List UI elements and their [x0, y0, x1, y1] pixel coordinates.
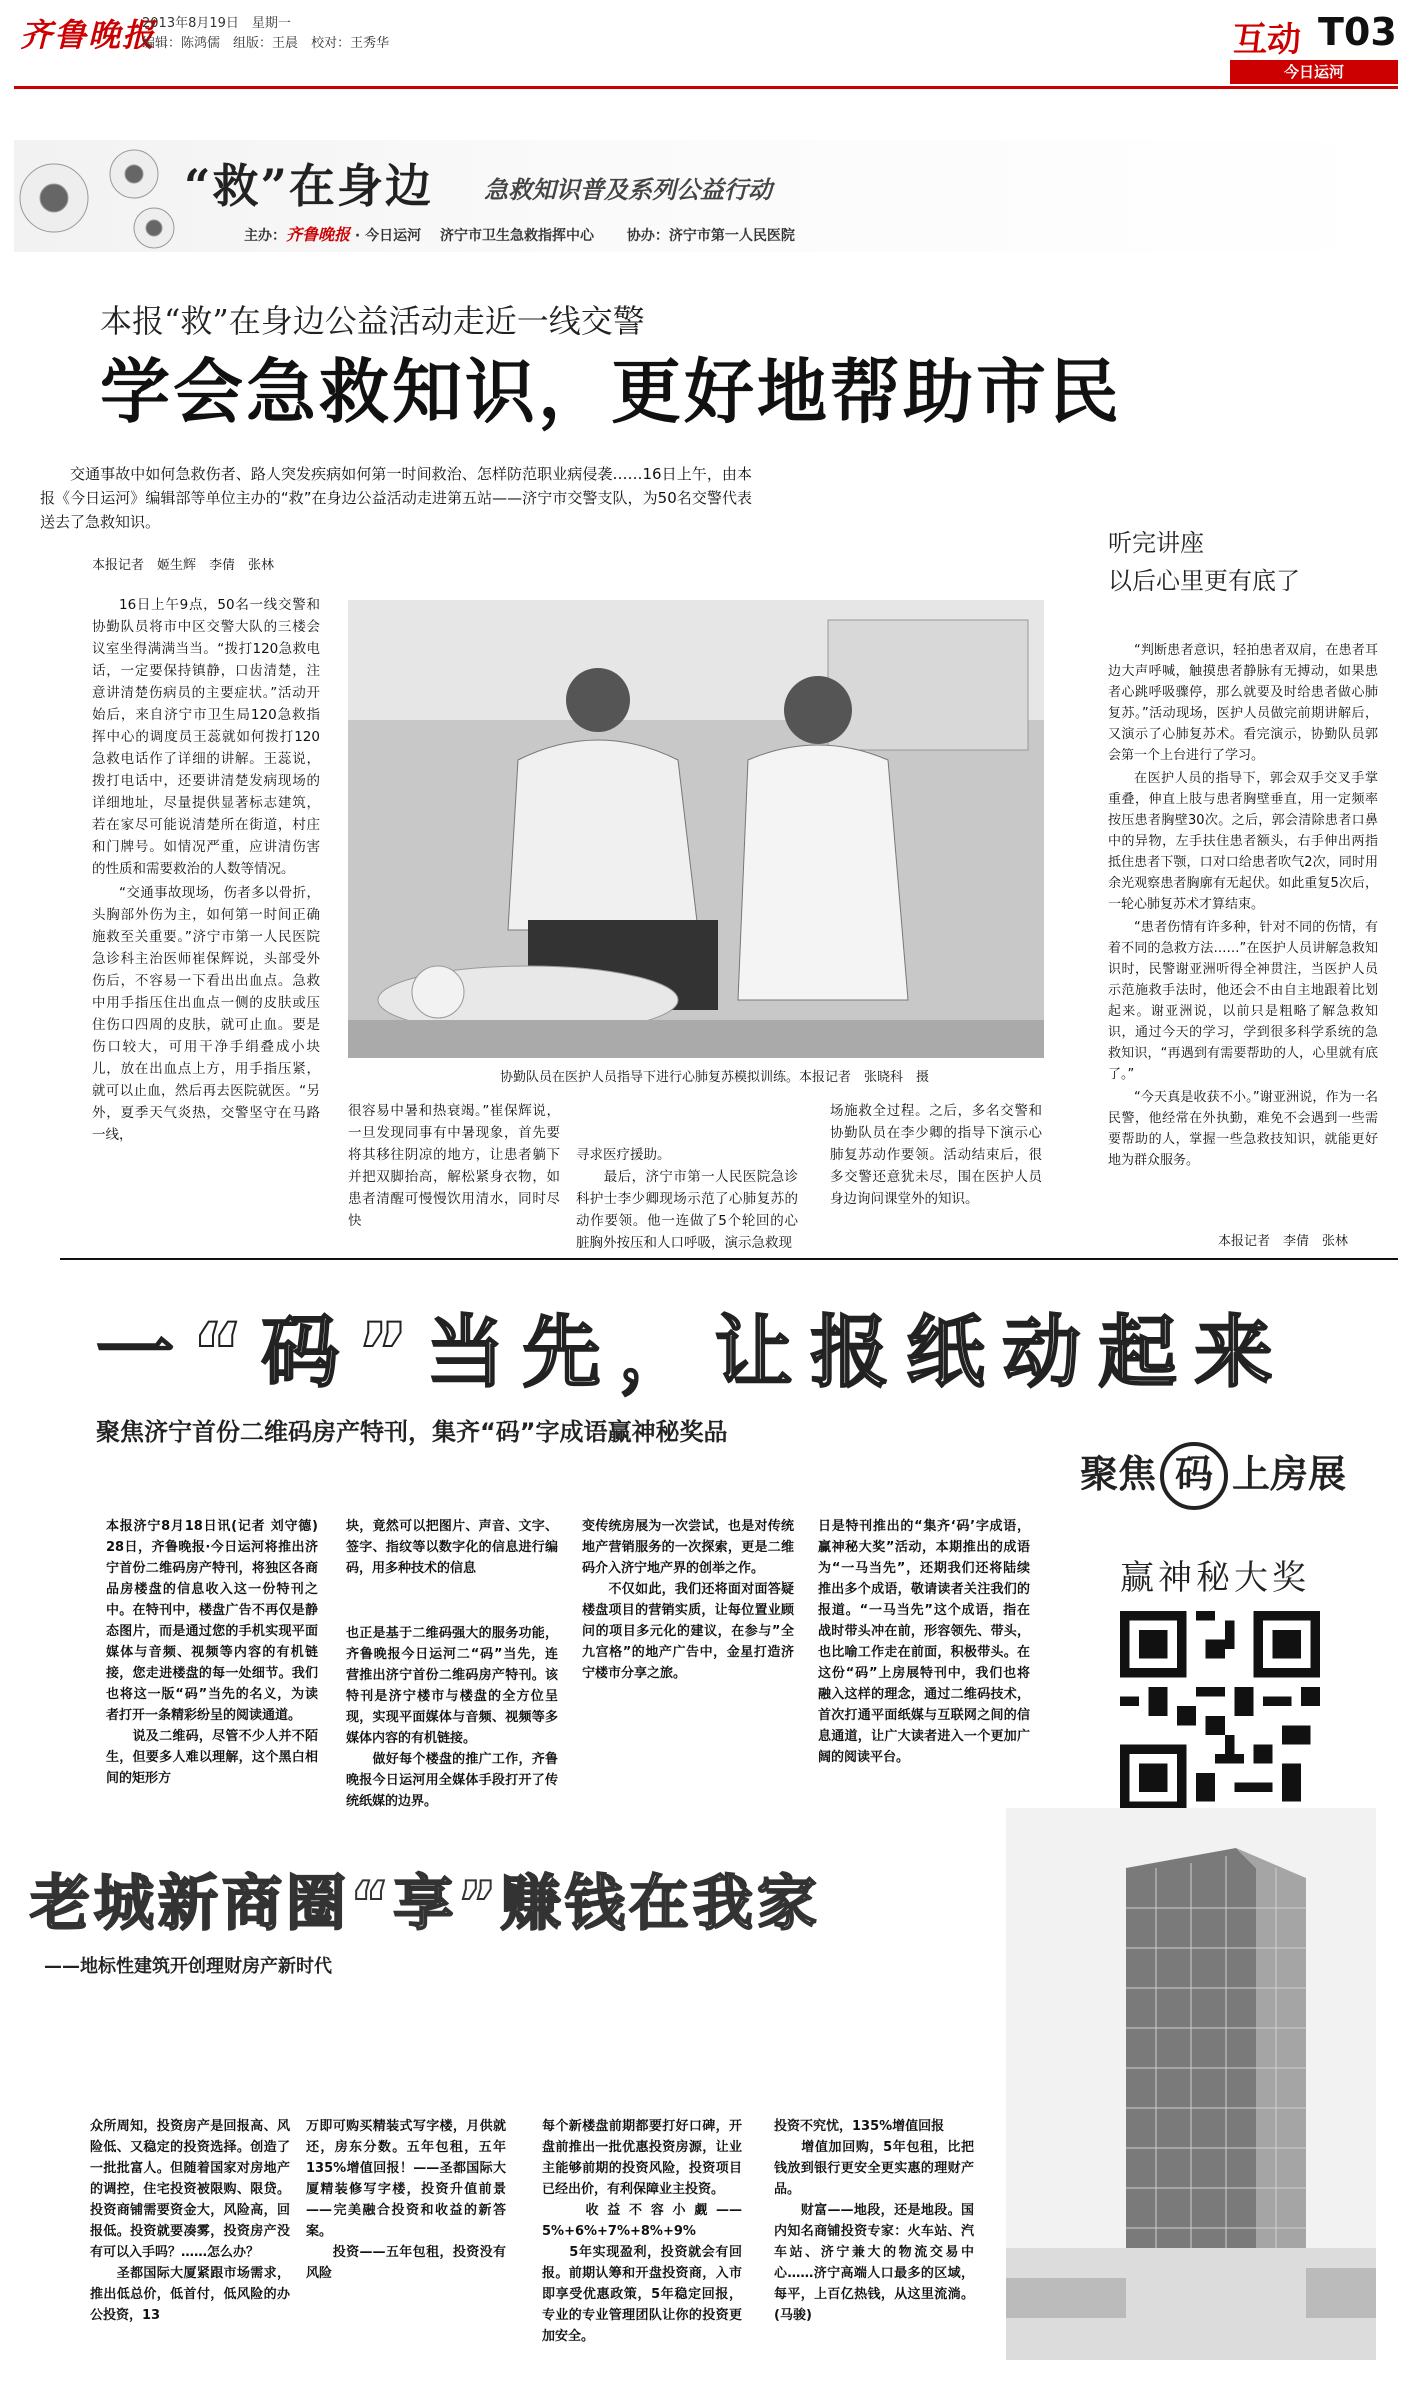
host-sub: 今日运河 [365, 228, 422, 244]
masthead-rule [14, 86, 1398, 89]
prize-text: 赢神秘大奖 [1120, 1558, 1310, 1598]
ad2-paragraph: 众所周知，投资房产是回报高、风险低、又稳定的投资选择。创造了一批批富人。但随着国家对房地产的调控，住宅投资被限购、限贷。投资商铺需要资金大，风险高，回报低。投资就要凑雾，投资房产没有可以入手吗？……怎么办？ 圣都国际大厦紧跟市场需求，推出低总价，低首付，低风险的办公投资，13 [90, 2119, 290, 2323]
article-lead [40, 462, 752, 536]
article-column-1 [92, 594, 320, 1264]
layout-credit: 组版：王晨 [233, 36, 299, 51]
ad1-paragraph: 本报济宁8月18日讯(记者 刘守德) 28日，齐鲁晚报·今日运河将推出济宁首份二维码房产特刊，将独区各商品房楼盘的信息收入这一份特刊之中。在特刊中，楼盘广告不再仅是静态图片，而是通过您的手机实现平面媒体与音频、视频等内容的有机链接，您走进楼盘的每一处细节。我们也将这一版“码”当先的名义，为读者打开一条精彩纷呈的阅读通道。 说及二维码，尽管不少人并不陌生，但要多人难以理解，这个黑白相间的矩形方 [106, 1519, 318, 1786]
proof-credit: 校对：王秀华 [311, 36, 390, 51]
body-paragraph: 很容易中暑和热衰竭。”崔保辉说，一旦发现同事有中暑现象，首先要将其移往阴凉的地方，让患者躺下并把双脚抬高，解松紧身衣物，如患者清醒可慢慢饮用清水，同时尽快 [348, 1103, 560, 1229]
ad2-headline: 老城新商圈“享”赚钱在我家 [30, 1869, 821, 1939]
campaign-title: “救”在身边 [184, 159, 433, 213]
badge-text-post: 上房展 [1232, 1452, 1347, 1496]
co-host-label: 协办： [626, 228, 669, 244]
ad2-subhead: ——地标性建筑开创理财房产新时代 [44, 1956, 332, 1977]
sunflower-decoration [14, 140, 194, 252]
ad2-paragraph: 投资不究忧，135%增值回报 增值加回购，5年包租，比把钱放到银行更安全更实惠的理财产品。 财富——地段，还是地段。国内知名商铺投资专家：火车站、汽车站、济宁兼大的物流交易中心……济宁高端人口最多的区域，每平，上百亿热钱，从这里流淌。(马骏) [774, 2119, 974, 2323]
section-name: 互动 [1233, 20, 1301, 60]
lead-paragraph: 交通事故中如何急救伤者、路人突发疾病如何第一时间救治、怎样防范职业病侵袭……16日上午，由本报《今日运河》编辑部等单位主办的“救”在身边公益活动走进第五站——济宁市交警支队，为50名交警代表送去了急救知识。 [40, 465, 752, 531]
ad1-headline: 一“码”当先，让报纸动起来 [96, 1308, 1291, 1398]
sidebar-byline: 本报记者 李倩 张林 [1218, 1234, 1349, 1249]
masthead-info [142, 14, 389, 54]
host-label: 主办： [244, 228, 286, 244]
ad1-column-3 [582, 1474, 794, 1814]
sidebar-title [1108, 524, 1300, 600]
article-column-4 [830, 1100, 1042, 1212]
masthead [0, 0, 1409, 90]
ad1-column-1 [106, 1474, 318, 1814]
photo-illustration [348, 600, 1044, 1058]
body-paragraph: 寻求医疗援助。 最后，济宁市第一人民医院急诊科护士李少卿现场示范了心肺复苏的动作要领。他一连做了5个轮回的心脏胸外按压和人口呼吸，演示急救现 [576, 1147, 798, 1251]
sidebar-paragraph: 在医护人员的指导下，郭会双手交叉手掌重叠，伸直上肢与患者胸壁垂直，用一定频率按压患者胸壁30次。之后，郭会清除患者口鼻中的异物，左手扶住患者额头，右手伸出两指抵住患者下颚，口对口给患者吹气2次，同时用余光观察患者胸廓有无起伏。如此重复5次后，一轮心肺复苏术才算结束。 [1108, 771, 1378, 912]
article-byline: 本报记者 姬生辉 李倩 张林 [92, 558, 275, 573]
ad1-paragraph: 块，竟然可以把图片、声音、文字、签字、指纹等以数字化的信息进行编码，用多种技术的信息 [346, 1519, 558, 1576]
ad2-column-3 [542, 2074, 742, 2364]
campaign-subtitle: 急救知识普及系列公益行动 [484, 175, 772, 204]
body-paragraph: 场施救全过程。之后，多名交警和协勤队员在李少卿的指导下演示心肺复苏动作要领。活动结束后，很多交警还意犹未尽，围在医护人员身边询问课堂外的知识。 [830, 1103, 1042, 1207]
body-paragraph: 16日上午9点，50名一线交警和协勤队员将市中区交警大队的三楼会议室坐得满满当当。“拨打120急救电话，一定要保持镇静，口齿清楚，注意讲清楚伤病员的主要症状。”活动开始后，来自济宁市卫生局120急救指挥中心的调度员王蕊就如何拨打120急救电话作了详细的讲解。王蕊说，拨打电话中，还要讲清楚发病现场的详细地址，尽量提供显著标志建筑，若在家尽可能说清楚所在街道，村庄和门牌号。如情况严重，应讲清伤害的性质和需要救治的人数等情况。 [92, 597, 320, 877]
issue-date: 2013年8月19日 [142, 16, 239, 31]
ad2-column-1 [90, 2074, 290, 2364]
article-column-3 [576, 1100, 798, 1278]
ad1-paragraph: 日是特刊推出的“集齐‘码’字成语，赢神秘大奖”活动，本期推出的成语为“一马当先”，还期我们还将陆续推出多个成语，敬请读者关注我们的报道。“一马当先”这个成语，指在战时带头冲在前，形容领先、带头，也比喻工作走在前面，积极带头。在这份“码”上房展特刊中，我们也将融入这样的理念，通过二维码技术，首次打通平面纸媒与互联网之间的信息通道，让广大读者进入一个更加广阔的阅读平台。 [818, 1519, 1030, 1765]
ad1-paragraph: 变传统房展为一次尝试，也是对传统地产营销服务的一次探索，更是二维码介入济宁地产界的创举之作。 不仅如此，我们还将面对面答疑楼盘项目的营销实质，让每位置业顾问的项目多元化的建议，在参与”全九宫格”的地产广告中，金星打造济宁楼市分享之旅。 [582, 1519, 794, 1681]
office-building-rendering [1006, 1808, 1376, 2360]
ad2-paragraph: 万即可购买精装式写字楼，月供就还，房东分数。五年包租，五年135%增值回报！——圣都国际大厦精装修写字楼，投资升值前景——完美融合投资和收益的新答案。 投资——五年包租，投资没有风险 [306, 2119, 506, 2281]
ad2-column-2 [306, 2074, 506, 2364]
badge-code-char: 码 [1160, 1442, 1228, 1510]
badge-text-pre: 聚焦 [1080, 1452, 1157, 1496]
article-column-2 [348, 1100, 560, 1234]
article-kicker: 本报“救”在身边公益活动走近一线交警 [100, 302, 645, 340]
campaign-banner [14, 140, 1398, 252]
building-illustration [1006, 1808, 1376, 2360]
issue-weekday: 星期一 [251, 16, 291, 31]
cpr-training-photo [348, 600, 1044, 1058]
ad1-column-2 [346, 1474, 558, 1814]
ad2-column-4 [774, 2074, 974, 2364]
ad1-paragraph: 也正是基于二维码强大的服务功能，齐鲁晚报今日运河二“码”当先，连营推出济宁首份二维码房产特刊。该特刊是济宁楼市与楼盘的全方位呈现，实现平面媒体与音频、视频等多媒体内容的有机链接。 做好每个楼盘的推广工作，齐鲁晚报今日运河用全媒体手段打开了传统纸媒的边界。 [346, 1626, 558, 1809]
photo-caption: 协勤队员在医护人员指导下进行心肺复苏模拟训练。本报记者 张晓科 摄 [500, 1070, 930, 1085]
page-number: T03 [1318, 10, 1397, 54]
ad1-column-4 [818, 1474, 1030, 1814]
sidebar-title-line-2: 以后心里更有底了 [1108, 567, 1300, 595]
sidebar-column [1108, 640, 1378, 1220]
editor-credit: 编辑：陈鸿儒 [142, 36, 221, 51]
subsection-tag: 今日运河 [1230, 60, 1398, 84]
qr-code [1120, 1606, 1320, 1816]
sidebar-paragraph: “判断患者意识，轻拍患者双肩，在患者耳边大声呼喊，触摸患者静脉有无搏动，如果患者心跳呼吸骤停，那么就要及时给患者做心肺复苏。”活动现场，医护人员做完前期讲解后，又演示了心肺复苏术。看完演示，协勤队员郭会第一个上台进行了学习。 [1108, 643, 1378, 763]
newspaper-logo: 齐鲁晚报 [20, 16, 157, 54]
host-org: 济宁市卫生急救指挥中心 [439, 228, 594, 244]
body-paragraph: “交通事故现场，伤者多以骨折，头胸部外伤为主，如何第一时间正确施救至关重要。”济宁市第一人民医院急诊科主治医师崔保辉说，头部受外伤后，不容易一下看出出血点。急救中用手指压住出血点一侧的皮肤或压住伤口四周的皮肤，就可止血。要是伤口较大，可用干净手绢叠成小块儿，放在出血点上方，用手指压紧，就可以止血，然后再去医院就医。“另外，夏季天气炎热，交警坚守在马路一线， [92, 885, 320, 1143]
ad1-subhead: 聚焦济宁首份二维码房产特刊，集齐“码”字成语赢神秘奖品 [96, 1418, 728, 1446]
sidebar-title-line-1: 听完讲座 [1108, 529, 1204, 557]
sidebar-paragraph: “患者伤情有许多种，针对不同的伤情，有着不同的急救方法……”在医护人员讲解急救知识时，民警谢亚洲听得全神贯注，当医护人员示范施救手法时，他还会不由自主地跟着比划起来。谢亚洲说，以前只是粗略了解急救知识，通过今天的学习，学到很多科学系统的急救知识，“再遇到有需要帮助的人，心里就有底了。” [1108, 920, 1378, 1082]
sidebar-paragraph: “今天真是收获不小。”谢亚洲说，作为一名民警，他经常在外执勤，难免不会遇到一些需要帮助的人，掌握一些急救技知识，就能更好地为群众服务。 [1108, 1090, 1378, 1168]
host-line: 主办：齐鲁晚报 · 今日运河 济宁市卫生急救指挥中心 协办：济宁市第一人民医院 [244, 225, 795, 244]
ad1-badge [1080, 1442, 1346, 1510]
ad2-paragraph: 每个新楼盘前期都要打好口碑，开盘前推出一批优惠投资房源，让业主能够前期的投资风险，投资项目已经出价，有利保障业主投资。 收益不容小觑——5%+6%+7%+8%+9% 5年实现盈利，投资就会有回报。前期认筹和开盘投资商，入市即享受优惠政策，5年稳定回报，专业的专业管理团队让你的投资更加安全。 [542, 2119, 742, 2344]
host-logo: 齐鲁晚报 [286, 225, 351, 244]
article-headline: 学会急救知识，更好地帮助市民 [100, 351, 1122, 433]
article-divider [60, 1258, 1398, 1260]
co-host-org: 济宁市第一人民医院 [668, 228, 795, 244]
